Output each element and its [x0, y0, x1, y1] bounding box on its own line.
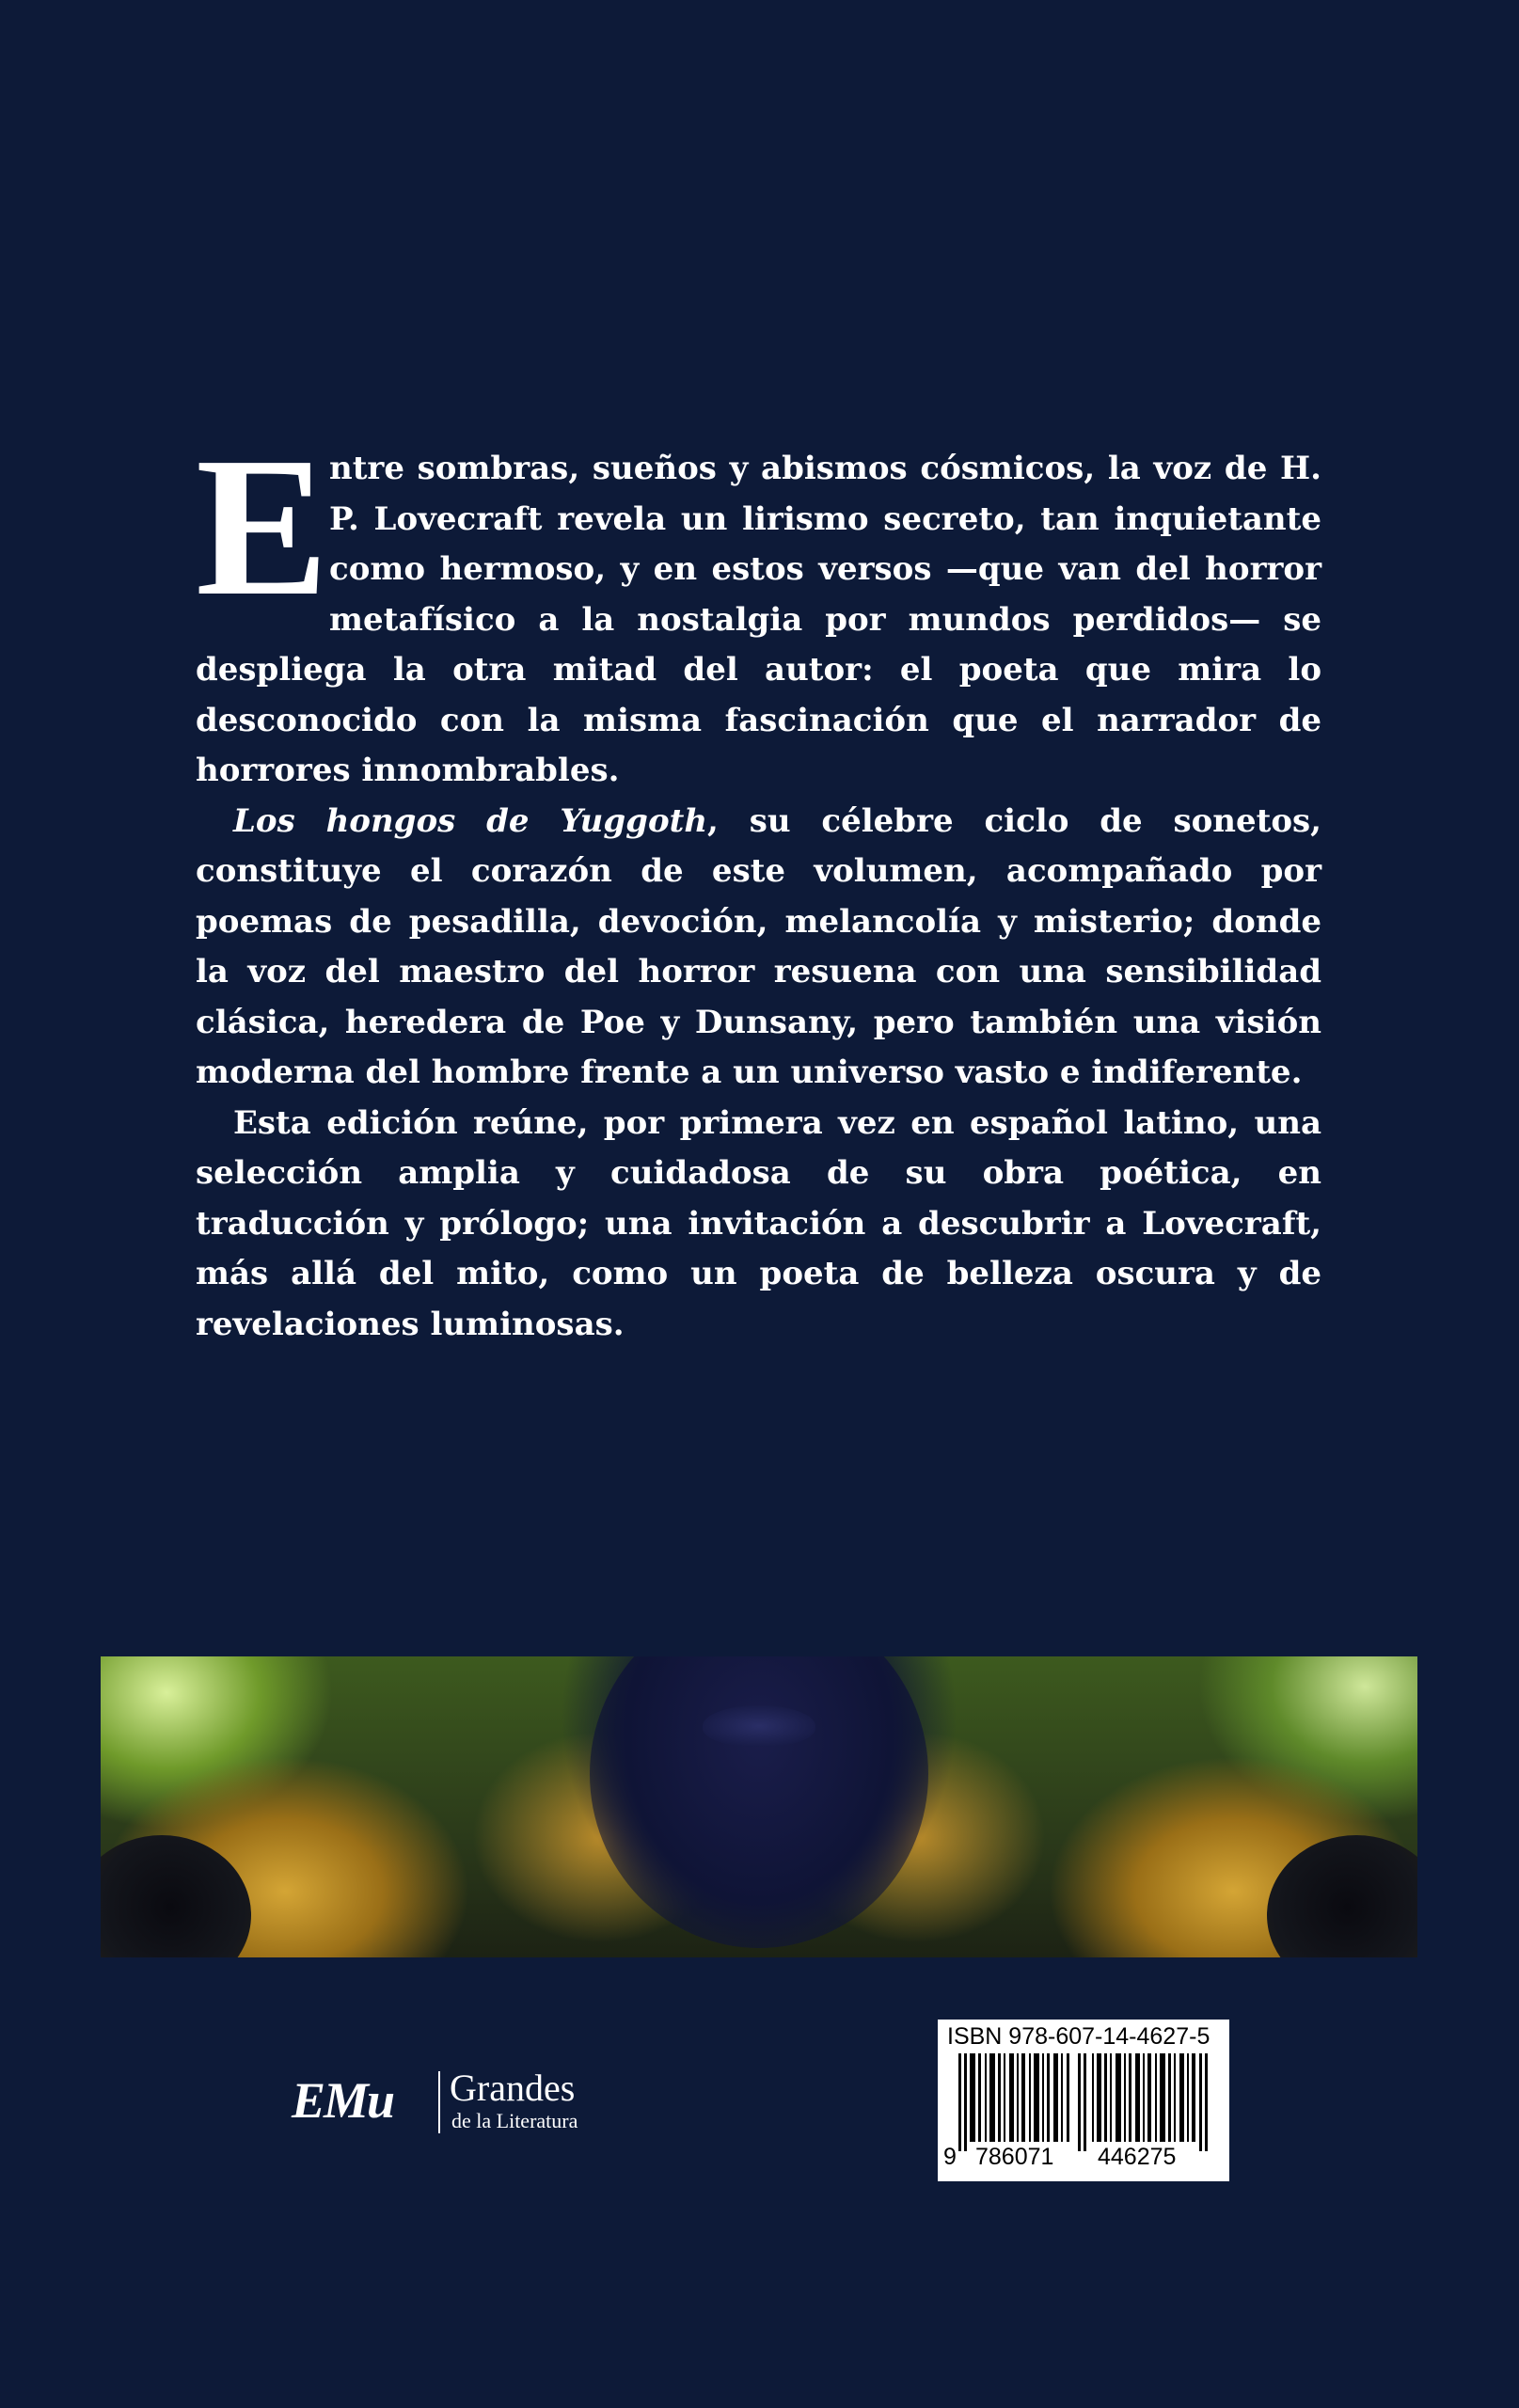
isbn-label: ISBN 978-607-14-4627-5: [947, 2023, 1210, 2050]
publisher-logo: [292, 2067, 611, 2143]
back-cover-blurb: [196, 416, 1321, 1350]
artwork-eye-left: [101, 1835, 251, 1957]
blurb-paragraph-2: [196, 797, 1321, 1099]
barcode-digits-left: 786071: [975, 2144, 1054, 2170]
series-subtitle: de la Literatura: [451, 2109, 578, 2132]
artwork-lips: [703, 1705, 815, 1747]
blurb-paragraph-2-text: , su célebre ciclo de sonetos, constituye el corazón de este volumen, acompañado por poemas de pesadilla, devoción, melancolía y misterio; donde la voz del maestro del horror resuena con una sensibilidad clásica, heredera de Poe y Dunsany, pero también una visión moderna del hombre frente a un universo vasto e indiferente.: [196, 801, 1321, 1091]
artwork-face: [590, 1656, 928, 1948]
book-title-italic: Los hongos de Yuggoth: [233, 801, 708, 840]
logo-divider: [438, 2071, 440, 2133]
artwork-eye-right: [1267, 1835, 1417, 1957]
barcode-bars: [958, 2053, 1212, 2151]
barcode-digits-right: 446275: [1098, 2144, 1177, 2170]
blurb-paragraph-1-text: ntre sombras, sueños y abismos cósmicos, la voz de H. P. Lovecraft revela un lirismo secreto, tan inquietante como hermoso, y en estos versos —que van del horror metafísico a la nostalgia por mundos perdidos— se despliega la otra mitad del autor: el poeta que mira lo desconocido con la misma fascinación que el narrador de horrores innombrables.: [196, 450, 1321, 789]
isbn-barcode: [938, 2020, 1229, 2181]
blurb-paragraph-3: Esta edición reúne, por primera vez en español latino, una selección amplia y cuidadosa de su obra poética, en traducción y prólogo; una invitación a descubrir a Lovecraft, más allá del mito, como un poeta de belleza oscura y de revelaciones luminosas.: [196, 1103, 1321, 1343]
series-title: Grandes: [450, 2067, 576, 2109]
cover-artwork-strip: [101, 1656, 1417, 1957]
drop-cap: E: [196, 416, 329, 637]
barcode-digits: [938, 2144, 1229, 2178]
blurb-paragraph-1: [196, 416, 1321, 797]
publisher-mark: EMu: [292, 2072, 394, 2129]
barcode-digit-first: 9: [943, 2144, 957, 2170]
